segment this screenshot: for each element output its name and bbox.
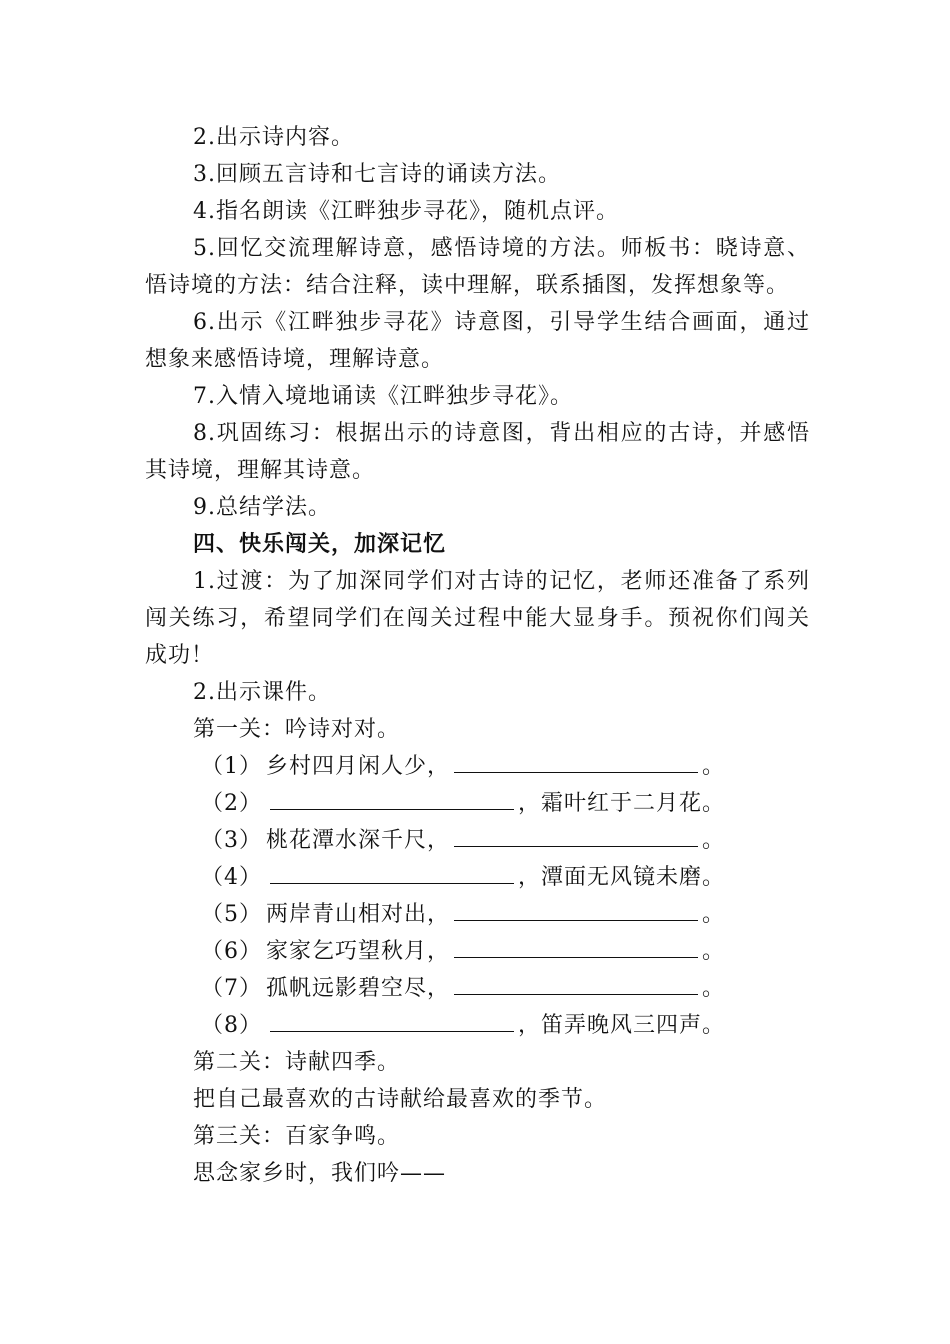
paragraph-step-3: 3.回顾五言诗和七言诗的诵读方法。: [193, 162, 561, 187]
paragraph-step-5: 5.回忆交流理解诗意，感悟诗境的方法。师板书：晓诗意、悟诗境的方法：结合注释，读中理解，联系插图，发挥想象等。: [145, 236, 810, 298]
exercise-line: [145, 1007, 810, 1044]
exercise-line: [145, 859, 810, 896]
fill-blank: [454, 972, 698, 995]
exercise-line: [145, 896, 810, 933]
fill-blank: [454, 935, 698, 958]
exercise-after: ，潭面无风镜未磨。: [518, 865, 726, 890]
exercise-after: 。: [702, 754, 726, 779]
exercise-number: （1）: [201, 754, 262, 779]
fill-blank: [270, 861, 514, 884]
exercise-line: [145, 748, 810, 785]
exercise-line: [145, 933, 810, 970]
exercise-after: 。: [702, 976, 726, 1001]
exercise-after: 。: [702, 828, 726, 853]
exercise-number: （4）: [201, 865, 262, 890]
paragraph-step-8: 8.巩固练习：根据出示的诗意图，背出相应的古诗，并感悟其诗境，理解其诗意。: [145, 421, 810, 483]
exercise-after: 。: [702, 939, 726, 964]
paragraph-step-7: 7.入情入境地诵读《江畔独步寻花》。: [193, 384, 573, 409]
exercise-line: [145, 785, 810, 822]
paragraph-show-courseware: 2.出示课件。: [193, 680, 331, 705]
fill-blank: [270, 1009, 514, 1032]
exercise-after: ，笛弄晚风三四声。: [518, 1013, 726, 1038]
level-two-instruction: 把自己最喜欢的古诗献给最喜欢的季节。: [193, 1087, 608, 1112]
exercise-number: （5）: [201, 902, 262, 927]
exercise-line: [145, 970, 810, 1007]
exercise-number: （2）: [201, 791, 262, 816]
exercise-after: 。: [702, 902, 726, 927]
exercise-line: [145, 822, 810, 859]
fill-blank: [454, 898, 698, 921]
paragraph-transition: 1.过渡：为了加深同学们对古诗的记忆，老师还准备了系列闯关练习，希望同学们在闯关过程中能大显身手。预祝你们闯关成功！: [145, 569, 810, 668]
exercise-before: 乡村四月闲人少，: [266, 754, 451, 779]
document-page: [145, 119, 810, 1192]
paragraph-step-9: 9.总结学法。: [193, 495, 331, 520]
paragraph-step-4: 4.指名朗读《江畔独步寻花》，随机点评。: [193, 199, 619, 224]
fill-blank: [454, 750, 698, 773]
section-heading: 四、快乐闯关，加深记忆: [193, 531, 447, 557]
exercise-number: （3）: [201, 828, 262, 853]
exercise-number: （7）: [201, 976, 262, 1001]
exercise-before: 家家乞巧望秋月，: [266, 939, 451, 964]
exercise-before: 两岸青山相对出，: [266, 902, 451, 927]
paragraph-step-6: 6.出示《江畔独步寻花》诗意图，引导学生结合画面，通过想象来感悟诗境，理解诗意。: [145, 310, 810, 372]
exercise-before: 孤帆远影碧空尽，: [266, 976, 451, 1001]
exercise-after: ，霜叶红于二月花。: [518, 791, 726, 816]
exercise-number: （6）: [201, 939, 262, 964]
fill-blank: [270, 787, 514, 810]
level-two-title: 第二关：诗献四季。: [193, 1050, 401, 1075]
exercise-number: （8）: [201, 1013, 262, 1038]
level-one-title: 第一关：吟诗对对。: [193, 717, 401, 742]
paragraph-step-2: 2.出示诗内容。: [193, 125, 354, 150]
fill-blank: [454, 824, 698, 847]
exercise-before: 桃花潭水深千尺，: [266, 828, 451, 853]
level-three-title: 第三关：百家争鸣。: [193, 1124, 401, 1149]
level-three-prompt: 思念家乡时，我们吟——: [193, 1161, 447, 1186]
